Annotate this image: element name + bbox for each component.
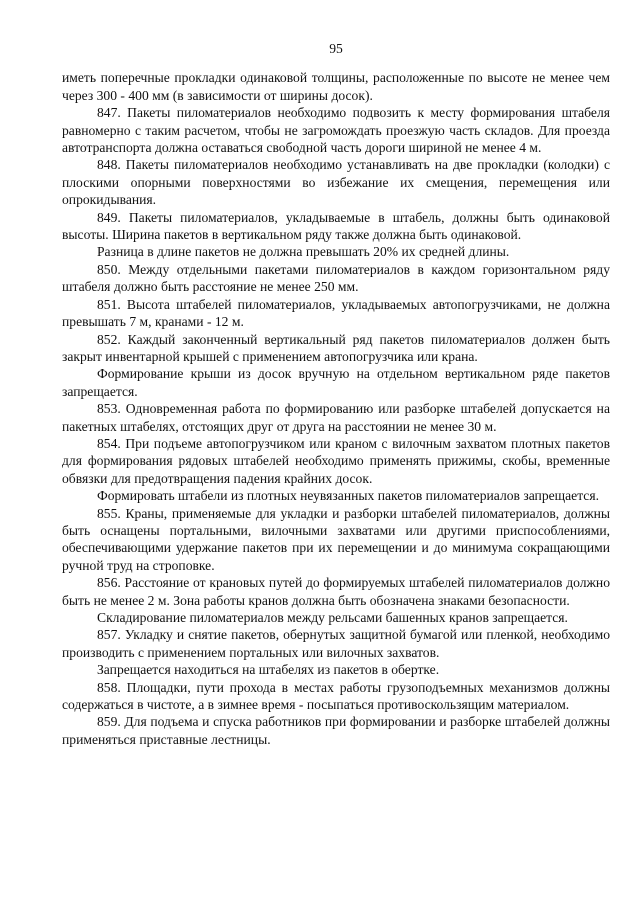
page-number: 95 [329,41,343,56]
paragraph: Запрещается находиться на штабелях из пакетов в обертке. [97,662,440,678]
paragraph-850: 850. Между отдельными пакетами пиломатериалов в каждом горизонтальном ряду штабеля должно быть расстояние не менее 250 мм. [62,261,610,295]
document-body [62,69,610,748]
paragraph-847: 847. Пакеты пиломатериалов необходимо подвозить к месту формирования штабеля равномерно с таким расчетом, чтобы не загромождать проезжую часть складов. Для проезда автотранспорта должна оставаться свободной часть дороги шириной не менее 4 м. [62,105,610,156]
paragraph-848: 848. Пакеты пиломатериалов необходимо устанавливать на две прокладки (колодки) с плоскими опорными поверхностями во избежание их смещения, перемещения или опрокидывания. [62,157,610,208]
paragraph: Формировать штабели из плотных неувязанных пакетов пиломатериалов запрещается. [97,488,599,504]
paragraph-859: 859. Для подъема и спуска работников при формировании и разборке штабелей должны применяться приставные лестницы. [62,714,610,747]
paragraph-849: 849. Пакеты пиломатериалов, укладываемые в штабель, должны быть одинаковой высоты. Ширина пакетов в вертикальном ряду также должна быть одинаковой. [62,209,610,243]
paragraph: Формирование крыши из досок вручную на отдельном вертикальном ряде пакетов запрещается. [62,366,610,399]
paragraph: Складирование пиломатериалов между рельсами башенных кранов запрещается. [97,610,568,625]
paragraph-855: 855. Краны, применяемые для укладки и разборки штабелей пиломатериалов, должны быть оснащены портальными, вилочными захватами или другими приспособлениями, обеспечивающими удержание пакетов при их перемещении и до минимума сокращающими ручной труд на строповке. [62,505,610,573]
paragraph-852: 852. Каждый законченный вертикальный ряд пакетов пиломатериалов должен быть закрыт инвентарной крышей с применением автопогрузчика или крана. [62,331,610,364]
paragraph: Разница в длине пакетов не должна превышать 20% их средней длины. [97,244,510,260]
paragraph-853: 853. Одновременная работа по формированию или разборке штабелей допускается на пакетных штабелях, отстоящих друг от друга на расстоянии не менее 30 м. [62,401,610,434]
paragraph-857: 857. Укладку и снятие пакетов, обернутых защитной бумагой или пленкой, необходимо производить с применением портальных или вилочных захватов. [62,627,610,660]
paragraph-851: 851. Высота штабелей пиломатериалов, укладываемых автопогрузчиками, не должна превышать 7 м, кранами - 12 м. [62,296,610,330]
paragraph-858: 858. Площадки, пути прохода в местах работы грузоподъемных механизмов должны содержаться в чистоте, а в зимнее время - посыпаться противоскользящим материалом. [62,679,610,713]
paragraph: иметь поперечные прокладки одинаковой толщины, расположенные по высоте не менее чем через 300 - 400 мм (в зависимости от ширины досок). [62,70,610,103]
paragraph-856: 856. Расстояние от крановых путей до формируемых штабелей пиломатериалов должно быть не менее 2 м. Зона работы кранов должна быть обозначена знаками безопасности. [62,575,610,608]
paragraph-854: 854. При подъеме автопогрузчиком или краном с вилочным захватом плотных пакетов для формирования рядовых штабелей необходимо применять прижимы, скобы, временные обвязки для предотвращения падения крайних досок. [62,435,610,486]
